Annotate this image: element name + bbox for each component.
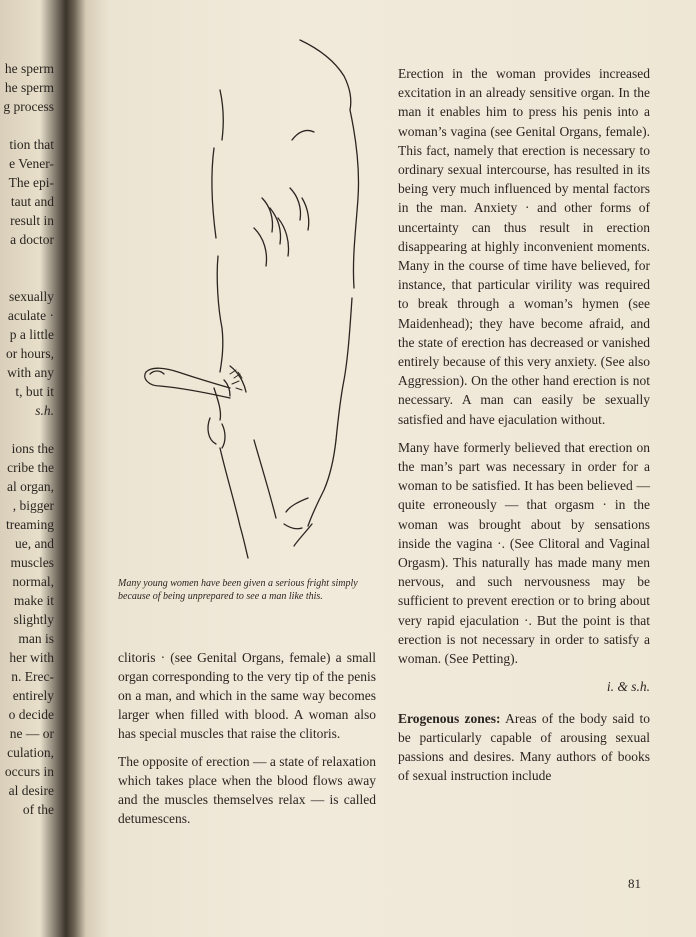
left-column-line: a doctor [10,232,54,247]
left-column-line: ions the [11,441,54,456]
left-column-line: her with [9,650,54,665]
left-column-line: p a little [9,327,54,342]
left-column-line: ue, and [15,536,54,551]
left-column-line: aculate · [7,308,54,323]
left-column-line: e Vener- [9,156,54,171]
author-initials: i. & s.h. [606,679,650,695]
left-column-line: tion that [9,137,54,152]
paragraph: Many have formerly believed that erection on the man’s part was necessary in order for a woman to be satisfied. It has been believed — quite erroneously — that orgasm · in the woman was brought about by sensations inside the vagina ·. (See Clitoral and Vaginal Orgasm). This naturally has made many men nervous, and such nervousness may be sufficient to prevent erection or to bring about very rapid ejaculation ·. But the point is that erection is not necessary in order to satisfy a woman. (See Petting). [398,439,650,667]
paragraph: clitoris · (see Genital Organs, female) a small organ corresponding to the very tip of the penis on a man, and which in the same way becomes larger when filled with blood. A woman also has special muscles that raise the clitoris. [118,650,376,741]
left-column-line: sexually [9,289,54,304]
paragraph: Erection in the woman provides increased excitation in an already sensitive organ. In the man it enables him to press his penis into a woman’s vagina (see Genital Organs, female). This fact, namely that erection is necessary to ordinary sexual intercourse, has resulted in its being very much influenced by mental factors in the man. Anxiety · and other forms of uncertainty can thus result in erection disappearing at highly inconvenient moments. Many in the course of time have believed, for instance, that particular virility was required to break through a woman’s hymen (see Maidenhead); they have become afraid, and the state of erection has decreased or vanished entirely because of this very anxiety. (See also Aggression). On the other hand erection is not necessary. A man can easily be sexually satisfied and have ejaculation without. [398,66,650,427]
right-text-column [398,64,650,794]
left-column-line: The epi- [8,175,54,190]
middle-text-column [118,648,376,837]
left-column-line: normal, [12,574,54,589]
left-column-line: culation, [7,745,54,760]
left-column-line: he sperm [4,61,54,76]
figure-caption: Many young women have been given a serious fright simply because of being unprepared to see a man like this. [118,578,358,602]
dictionary-entry [398,709,650,786]
left-column-line: , bigger [12,498,54,513]
left-column-line: slightly [13,612,54,627]
left-page-column-fragment [0,60,58,860]
left-column-line: al desire [8,783,54,798]
left-column-line: entirely [12,688,54,703]
left-column-line: s.h. [35,403,54,418]
left-column-line: g process [3,99,54,114]
left-column-line: t, but it [15,384,54,399]
left-column-line: or hours, [6,346,54,361]
left-column-line: result in [10,213,54,228]
entry-text: Areas of the body said to be particularly capable of arousing sexual passions and desires. Many authors of books of sexual instruction include [398,710,650,784]
left-column-line: o decide [8,707,54,722]
left-column-line: ne — or [9,726,54,741]
page-number: 81 [628,876,641,891]
line-drawing-figure [112,28,382,568]
left-column-line: al organ, [7,479,54,494]
left-column-line: with any [7,365,54,380]
left-column-line: he sperm [4,80,54,95]
paragraph: The opposite of erection — a state of relaxation which takes place when the blood flows away and the muscles themselves relax — is called detumescens. [118,754,376,826]
left-column-line: muscles [10,555,54,570]
left-column-line: man is [18,631,54,646]
left-column-line: cribe the [7,460,54,475]
entry-term: Erogenous zones: [398,710,501,726]
left-column-line: make it [13,593,54,608]
left-column-line: n. Erec- [11,669,54,684]
left-column-line: taut and [10,194,54,209]
left-column-line: of the [22,802,54,817]
left-column-line: occurs in [4,764,54,779]
left-column-line: treaming [6,517,54,532]
